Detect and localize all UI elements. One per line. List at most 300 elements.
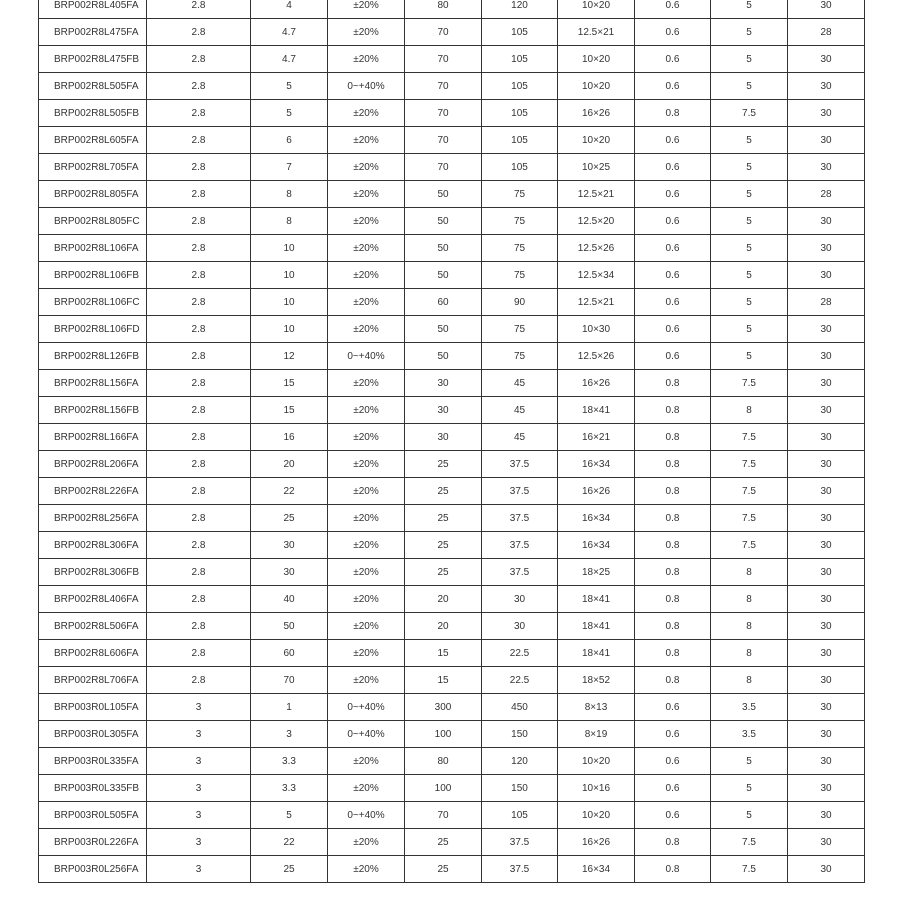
cell-peak-current: 37.5: [482, 856, 558, 883]
cell-tolerance: ±20%: [328, 289, 405, 316]
cell-lead-spacing: 5: [711, 0, 788, 19]
cell-packing-qty: 30: [788, 343, 865, 370]
cell-size: 16×34: [558, 505, 635, 532]
cell-peak-current: 37.5: [482, 829, 558, 856]
cell-esr: 100: [405, 775, 482, 802]
cell-esr: 50: [405, 262, 482, 289]
cell-voltage: 2.8: [147, 532, 251, 559]
cell-tolerance: ±20%: [328, 856, 405, 883]
cell-size: 10×20: [558, 46, 635, 73]
cell-tolerance: ±20%: [328, 181, 405, 208]
cell-lead-spacing: 5: [711, 316, 788, 343]
cell-capacitance: 22: [251, 478, 328, 505]
cell-esr: 60: [405, 289, 482, 316]
table-row: [39, 505, 865, 532]
table-row: [39, 370, 865, 397]
cell-lead-diameter: 0.8: [635, 424, 711, 451]
cell-capacitance: 25: [251, 856, 328, 883]
cell-voltage: 2.8: [147, 613, 251, 640]
cell-lead-diameter: 0.8: [635, 856, 711, 883]
cell-voltage: 2.8: [147, 262, 251, 289]
cell-size: 16×34: [558, 532, 635, 559]
cell-lead-spacing: 5: [711, 343, 788, 370]
cell-size: 10×20: [558, 802, 635, 829]
cell-lead-spacing: 5: [711, 154, 788, 181]
cell-part-number: BRP002R8L605FA: [39, 127, 147, 154]
cell-size: 12.5×34: [558, 262, 635, 289]
cell-tolerance: ±20%: [328, 532, 405, 559]
table-row: [39, 46, 865, 73]
table-row: [39, 235, 865, 262]
cell-lead-spacing: 7.5: [711, 829, 788, 856]
cell-esr: 20: [405, 613, 482, 640]
cell-packing-qty: 30: [788, 856, 865, 883]
cell-size: 18×25: [558, 559, 635, 586]
cell-size: 12.5×20: [558, 208, 635, 235]
table-row: [39, 748, 865, 775]
cell-capacitance: 12: [251, 343, 328, 370]
cell-part-number: BRP002R8L106FB: [39, 262, 147, 289]
table-row: [39, 181, 865, 208]
cell-lead-diameter: 0.6: [635, 235, 711, 262]
cell-size: 12.5×21: [558, 19, 635, 46]
cell-size: 8×13: [558, 694, 635, 721]
cell-esr: 70: [405, 19, 482, 46]
cell-peak-current: 105: [482, 73, 558, 100]
cell-peak-current: 37.5: [482, 505, 558, 532]
cell-peak-current: 90: [482, 289, 558, 316]
cell-lead-diameter: 0.6: [635, 802, 711, 829]
cell-lead-diameter: 0.6: [635, 181, 711, 208]
cell-lead-spacing: 5: [711, 289, 788, 316]
cell-lead-diameter: 0.6: [635, 154, 711, 181]
cell-esr: 70: [405, 127, 482, 154]
cell-packing-qty: 30: [788, 721, 865, 748]
cell-lead-spacing: 5: [711, 262, 788, 289]
cell-lead-spacing: 7.5: [711, 370, 788, 397]
cell-peak-current: 22.5: [482, 667, 558, 694]
cell-lead-spacing: 5: [711, 181, 788, 208]
table-row: [39, 532, 865, 559]
cell-packing-qty: 30: [788, 0, 865, 19]
cell-packing-qty: 30: [788, 694, 865, 721]
cell-voltage: 2.8: [147, 424, 251, 451]
cell-capacitance: 5: [251, 73, 328, 100]
cell-esr: 25: [405, 532, 482, 559]
cell-voltage: 2.8: [147, 640, 251, 667]
cell-part-number: BRP002R8L306FB: [39, 559, 147, 586]
cell-peak-current: 75: [482, 343, 558, 370]
cell-part-number: BRP003R0L226FA: [39, 829, 147, 856]
cell-esr: 70: [405, 802, 482, 829]
cell-capacitance: 30: [251, 532, 328, 559]
spec-table-body: [39, 0, 865, 883]
cell-part-number: BRP002R8L126FB: [39, 343, 147, 370]
cell-peak-current: 75: [482, 235, 558, 262]
cell-tolerance: ±20%: [328, 451, 405, 478]
cell-voltage: 2.8: [147, 127, 251, 154]
cell-lead-spacing: 8: [711, 640, 788, 667]
cell-packing-qty: 30: [788, 316, 865, 343]
cell-esr: 80: [405, 748, 482, 775]
cell-lead-diameter: 0.8: [635, 100, 711, 127]
cell-peak-current: 45: [482, 397, 558, 424]
cell-lead-spacing: 8: [711, 397, 788, 424]
cell-peak-current: 45: [482, 370, 558, 397]
cell-capacitance: 1: [251, 694, 328, 721]
table-row: [39, 829, 865, 856]
cell-lead-spacing: 3.5: [711, 694, 788, 721]
cell-voltage: 2.8: [147, 316, 251, 343]
cell-part-number: BRP002R8L705FA: [39, 154, 147, 181]
cell-voltage: 2.8: [147, 46, 251, 73]
cell-tolerance: ±20%: [328, 667, 405, 694]
cell-tolerance: ±20%: [328, 613, 405, 640]
cell-esr: 25: [405, 478, 482, 505]
cell-esr: 50: [405, 343, 482, 370]
cell-size: 12.5×21: [558, 181, 635, 208]
cell-peak-current: 105: [482, 802, 558, 829]
cell-tolerance: ±20%: [328, 235, 405, 262]
cell-voltage: 3: [147, 856, 251, 883]
cell-lead-diameter: 0.6: [635, 343, 711, 370]
cell-packing-qty: 30: [788, 667, 865, 694]
cell-size: 16×26: [558, 370, 635, 397]
cell-part-number: BRP002R8L475FB: [39, 46, 147, 73]
cell-peak-current: 75: [482, 181, 558, 208]
cell-peak-current: 120: [482, 0, 558, 19]
table-row: [39, 667, 865, 694]
table-row: [39, 640, 865, 667]
cell-packing-qty: 30: [788, 424, 865, 451]
cell-esr: 50: [405, 316, 482, 343]
cell-lead-diameter: 0.6: [635, 775, 711, 802]
spec-table: [38, 0, 865, 883]
cell-voltage: 2.8: [147, 478, 251, 505]
cell-size: 10×20: [558, 748, 635, 775]
cell-part-number: BRP003R0L505FA: [39, 802, 147, 829]
cell-lead-diameter: 0.6: [635, 721, 711, 748]
cell-peak-current: 37.5: [482, 478, 558, 505]
table-row: [39, 262, 865, 289]
cell-lead-diameter: 0.8: [635, 532, 711, 559]
cell-lead-diameter: 0.6: [635, 46, 711, 73]
cell-size: 16×34: [558, 451, 635, 478]
cell-tolerance: ±20%: [328, 505, 405, 532]
cell-part-number: BRP002R8L506FA: [39, 613, 147, 640]
cell-voltage: 2.8: [147, 343, 251, 370]
cell-tolerance: 0~+40%: [328, 343, 405, 370]
table-row: [39, 100, 865, 127]
cell-size: 18×41: [558, 397, 635, 424]
cell-tolerance: ±20%: [328, 262, 405, 289]
cell-size: 12.5×21: [558, 289, 635, 316]
cell-peak-current: 105: [482, 154, 558, 181]
cell-voltage: 2.8: [147, 451, 251, 478]
cell-tolerance: 0~+40%: [328, 802, 405, 829]
cell-tolerance: ±20%: [328, 0, 405, 19]
cell-tolerance: ±20%: [328, 370, 405, 397]
cell-esr: 50: [405, 235, 482, 262]
cell-esr: 100: [405, 721, 482, 748]
cell-lead-spacing: 7.5: [711, 451, 788, 478]
cell-esr: 25: [405, 559, 482, 586]
cell-voltage: 2.8: [147, 586, 251, 613]
cell-voltage: 3: [147, 694, 251, 721]
cell-peak-current: 120: [482, 748, 558, 775]
cell-lead-spacing: 8: [711, 667, 788, 694]
cell-lead-diameter: 0.6: [635, 73, 711, 100]
cell-peak-current: 37.5: [482, 451, 558, 478]
cell-part-number: BRP002R8L406FA: [39, 586, 147, 613]
cell-packing-qty: 28: [788, 289, 865, 316]
cell-tolerance: ±20%: [328, 478, 405, 505]
cell-esr: 30: [405, 424, 482, 451]
cell-lead-diameter: 0.6: [635, 316, 711, 343]
cell-part-number: BRP002R8L226FA: [39, 478, 147, 505]
cell-peak-current: 75: [482, 262, 558, 289]
cell-packing-qty: 30: [788, 640, 865, 667]
cell-capacitance: 5: [251, 100, 328, 127]
cell-lead-diameter: 0.8: [635, 667, 711, 694]
table-row: [39, 721, 865, 748]
cell-packing-qty: 30: [788, 46, 865, 73]
cell-peak-current: 30: [482, 586, 558, 613]
cell-voltage: 2.8: [147, 667, 251, 694]
table-row: [39, 154, 865, 181]
cell-lead-diameter: 0.8: [635, 640, 711, 667]
table-row: [39, 775, 865, 802]
cell-lead-spacing: 8: [711, 613, 788, 640]
cell-lead-spacing: 5: [711, 46, 788, 73]
cell-esr: 25: [405, 829, 482, 856]
cell-capacitance: 8: [251, 181, 328, 208]
cell-lead-diameter: 0.8: [635, 586, 711, 613]
cell-size: 18×41: [558, 586, 635, 613]
cell-tolerance: ±20%: [328, 316, 405, 343]
cell-tolerance: ±20%: [328, 397, 405, 424]
cell-packing-qty: 30: [788, 370, 865, 397]
cell-size: 16×21: [558, 424, 635, 451]
cell-voltage: 2.8: [147, 19, 251, 46]
cell-part-number: BRP002R8L306FA: [39, 532, 147, 559]
cell-voltage: 2.8: [147, 0, 251, 19]
cell-lead-spacing: 7.5: [711, 424, 788, 451]
cell-part-number: BRP003R0L305FA: [39, 721, 147, 748]
cell-tolerance: 0~+40%: [328, 73, 405, 100]
cell-size: 16×34: [558, 856, 635, 883]
cell-packing-qty: 30: [788, 613, 865, 640]
cell-packing-qty: 30: [788, 478, 865, 505]
cell-packing-qty: 28: [788, 181, 865, 208]
table-row: [39, 397, 865, 424]
cell-part-number: BRP002R8L156FB: [39, 397, 147, 424]
cell-tolerance: ±20%: [328, 127, 405, 154]
cell-size: 18×41: [558, 640, 635, 667]
cell-tolerance: ±20%: [328, 748, 405, 775]
cell-capacitance: 10: [251, 262, 328, 289]
cell-size: 8×19: [558, 721, 635, 748]
cell-capacitance: 10: [251, 289, 328, 316]
cell-packing-qty: 30: [788, 748, 865, 775]
cell-capacitance: 50: [251, 613, 328, 640]
cell-packing-qty: 30: [788, 586, 865, 613]
table-row: [39, 316, 865, 343]
cell-tolerance: 0~+40%: [328, 721, 405, 748]
cell-size: 18×52: [558, 667, 635, 694]
cell-packing-qty: 30: [788, 100, 865, 127]
cell-voltage: 2.8: [147, 235, 251, 262]
table-row: [39, 424, 865, 451]
cell-tolerance: ±20%: [328, 775, 405, 802]
cell-capacitance: 40: [251, 586, 328, 613]
cell-size: 12.5×26: [558, 343, 635, 370]
cell-lead-spacing: 3.5: [711, 721, 788, 748]
cell-peak-current: 150: [482, 721, 558, 748]
cell-lead-spacing: 5: [711, 208, 788, 235]
cell-peak-current: 75: [482, 316, 558, 343]
cell-lead-diameter: 0.6: [635, 127, 711, 154]
cell-esr: 80: [405, 0, 482, 19]
cell-tolerance: ±20%: [328, 829, 405, 856]
cell-capacitance: 10: [251, 235, 328, 262]
cell-lead-spacing: 7.5: [711, 505, 788, 532]
cell-size: 10×30: [558, 316, 635, 343]
cell-lead-spacing: 5: [711, 127, 788, 154]
cell-packing-qty: 30: [788, 829, 865, 856]
cell-voltage: 3: [147, 802, 251, 829]
cell-capacitance: 10: [251, 316, 328, 343]
cell-lead-spacing: 7.5: [711, 100, 788, 127]
cell-packing-qty: 30: [788, 127, 865, 154]
cell-packing-qty: 30: [788, 532, 865, 559]
cell-peak-current: 37.5: [482, 559, 558, 586]
cell-capacitance: 22: [251, 829, 328, 856]
cell-lead-spacing: 5: [711, 748, 788, 775]
cell-voltage: 2.8: [147, 289, 251, 316]
cell-voltage: 2.8: [147, 181, 251, 208]
cell-tolerance: ±20%: [328, 586, 405, 613]
cell-capacitance: 25: [251, 505, 328, 532]
cell-lead-spacing: 5: [711, 235, 788, 262]
cell-packing-qty: 30: [788, 559, 865, 586]
cell-lead-diameter: 0.8: [635, 829, 711, 856]
cell-esr: 50: [405, 208, 482, 235]
cell-esr: 15: [405, 640, 482, 667]
cell-capacitance: 15: [251, 370, 328, 397]
table-row: [39, 694, 865, 721]
cell-part-number: BRP002R8L475FA: [39, 19, 147, 46]
cell-tolerance: ±20%: [328, 640, 405, 667]
cell-packing-qty: 30: [788, 397, 865, 424]
cell-part-number: BRP003R0L105FA: [39, 694, 147, 721]
table-row: [39, 856, 865, 883]
cell-peak-current: 75: [482, 208, 558, 235]
cell-size: 10×20: [558, 0, 635, 19]
cell-lead-diameter: 0.6: [635, 208, 711, 235]
cell-lead-diameter: 0.6: [635, 0, 711, 19]
cell-size: 10×20: [558, 127, 635, 154]
cell-packing-qty: 30: [788, 802, 865, 829]
table-row: [39, 0, 865, 19]
cell-lead-diameter: 0.8: [635, 559, 711, 586]
cell-lead-diameter: 0.6: [635, 694, 711, 721]
cell-capacitance: 3.3: [251, 775, 328, 802]
cell-part-number: BRP002R8L405FA: [39, 0, 147, 19]
cell-capacitance: 6: [251, 127, 328, 154]
cell-esr: 25: [405, 505, 482, 532]
cell-voltage: 2.8: [147, 73, 251, 100]
cell-voltage: 3: [147, 775, 251, 802]
cell-part-number: BRP003R0L256FA: [39, 856, 147, 883]
cell-tolerance: ±20%: [328, 208, 405, 235]
cell-esr: 25: [405, 451, 482, 478]
table-row: [39, 208, 865, 235]
cell-packing-qty: 30: [788, 262, 865, 289]
cell-size: 10×20: [558, 73, 635, 100]
cell-lead-diameter: 0.6: [635, 289, 711, 316]
cell-esr: 20: [405, 586, 482, 613]
table-row: [39, 613, 865, 640]
cell-part-number: BRP003R0L335FA: [39, 748, 147, 775]
cell-lead-spacing: 5: [711, 73, 788, 100]
cell-tolerance: ±20%: [328, 46, 405, 73]
cell-capacitance: 60: [251, 640, 328, 667]
cell-part-number: BRP002R8L106FA: [39, 235, 147, 262]
cell-lead-spacing: 8: [711, 559, 788, 586]
cell-lead-spacing: 7.5: [711, 478, 788, 505]
table-row: [39, 127, 865, 154]
cell-size: 16×26: [558, 478, 635, 505]
cell-voltage: 3: [147, 748, 251, 775]
cell-voltage: 2.8: [147, 208, 251, 235]
cell-voltage: 3: [147, 721, 251, 748]
cell-packing-qty: 28: [788, 19, 865, 46]
table-row: [39, 289, 865, 316]
cell-part-number: BRP002R8L256FA: [39, 505, 147, 532]
table-row: [39, 586, 865, 613]
cell-capacitance: 8: [251, 208, 328, 235]
cell-peak-current: 450: [482, 694, 558, 721]
cell-capacitance: 70: [251, 667, 328, 694]
cell-part-number: BRP003R0L335FB: [39, 775, 147, 802]
cell-capacitance: 4.7: [251, 46, 328, 73]
cell-packing-qty: 30: [788, 775, 865, 802]
cell-esr: 300: [405, 694, 482, 721]
cell-peak-current: 105: [482, 127, 558, 154]
cell-voltage: 3: [147, 829, 251, 856]
cell-peak-current: 105: [482, 19, 558, 46]
cell-part-number: BRP002R8L805FA: [39, 181, 147, 208]
cell-part-number: BRP002R8L805FC: [39, 208, 147, 235]
cell-size: 10×25: [558, 154, 635, 181]
cell-voltage: 2.8: [147, 154, 251, 181]
cell-lead-diameter: 0.8: [635, 370, 711, 397]
cell-packing-qty: 30: [788, 208, 865, 235]
table-row: [39, 802, 865, 829]
cell-tolerance: ±20%: [328, 100, 405, 127]
cell-part-number: BRP002R8L156FA: [39, 370, 147, 397]
cell-packing-qty: 30: [788, 235, 865, 262]
cell-peak-current: 37.5: [482, 532, 558, 559]
cell-part-number: BRP002R8L166FA: [39, 424, 147, 451]
cell-lead-spacing: 7.5: [711, 532, 788, 559]
cell-size: 12.5×26: [558, 235, 635, 262]
cell-tolerance: ±20%: [328, 154, 405, 181]
cell-tolerance: ±20%: [328, 424, 405, 451]
table-row: [39, 73, 865, 100]
cell-esr: 30: [405, 370, 482, 397]
